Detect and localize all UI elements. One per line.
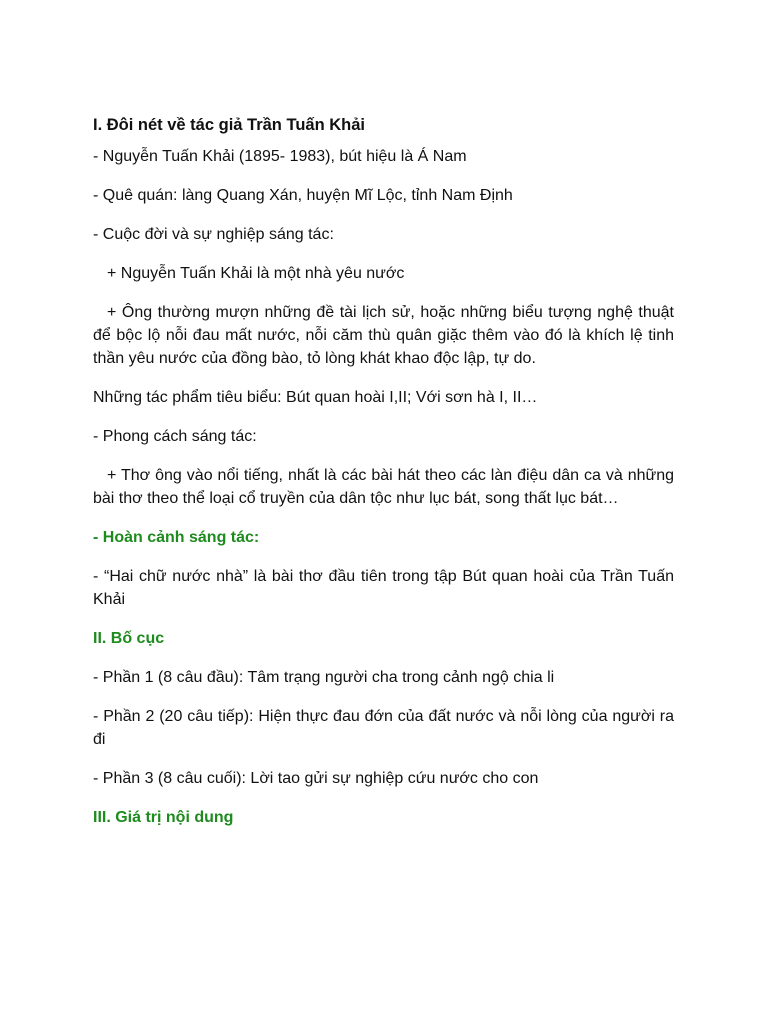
paragraph-part-1: - Phần 1 (8 câu đầu): Tâm trạng người cha trong cảnh ngộ chia li	[93, 669, 555, 686]
paragraph-part-2: - Phần 2 (20 câu tiếp): Hiện thực đau đớn của đất nước và nỗi lòng của người ra đi	[93, 708, 674, 748]
paragraph-style: - Phong cách sáng tác:	[93, 428, 257, 445]
paragraph-part-3: - Phần 3 (8 câu cuối): Lời tao gửi sự nghiệp cứu nước cho con	[93, 770, 539, 787]
section-heading-structure: II. Bố cục	[93, 630, 165, 647]
section-heading-content-value: III. Giá trị nội dung	[93, 809, 234, 826]
paragraph-author-name: - Nguyễn Tuấn Khải (1895- 1983), bút hiệu là Á Nam	[93, 148, 467, 165]
paragraph-patriot: + Nguyễn Tuấn Khải là một nhà yêu nước	[107, 265, 405, 282]
paragraph-hometown: - Quê quán: làng Quang Xán, huyện Mĩ Lộc, tỉnh Nam Định	[93, 187, 513, 204]
section-heading-author: I. Đôi nét về tác giả Trần Tuấn Khải	[93, 116, 366, 134]
section-heading-context: - Hoàn cảnh sáng tác:	[93, 529, 260, 546]
paragraph-context: - “Hai chữ nước nhà” là bài thơ đầu tiên trong tập Bút quan hoài của Trần Tuấn Khải	[93, 568, 674, 608]
document-body	[93, 114, 674, 829]
paragraph-themes: + Ông thường mượn những đề tài lịch sử, hoặc những biểu tượng nghệ thuật để bộc lộ nỗi đau mất nước, nỗi căm thù quân giặc thêm vào đó là khích lệ tinh thần yêu nước của đồng bào, tỏ lòng khát khao độc lập, tự do.	[93, 304, 674, 367]
paragraph-poetry-fame: + Thơ ông vào nổi tiếng, nhất là các bài hát theo các làn điệu dân ca và những bài thơ theo thể loại cổ truyền của dân tộc như lục bát, song thất lục bát…	[93, 467, 674, 507]
paragraph-life-career: - Cuộc đời và sự nghiệp sáng tác:	[93, 226, 334, 243]
paragraph-works: Những tác phẩm tiêu biểu: Bút quan hoài I,II; Với sơn hà I, II…	[93, 389, 538, 406]
